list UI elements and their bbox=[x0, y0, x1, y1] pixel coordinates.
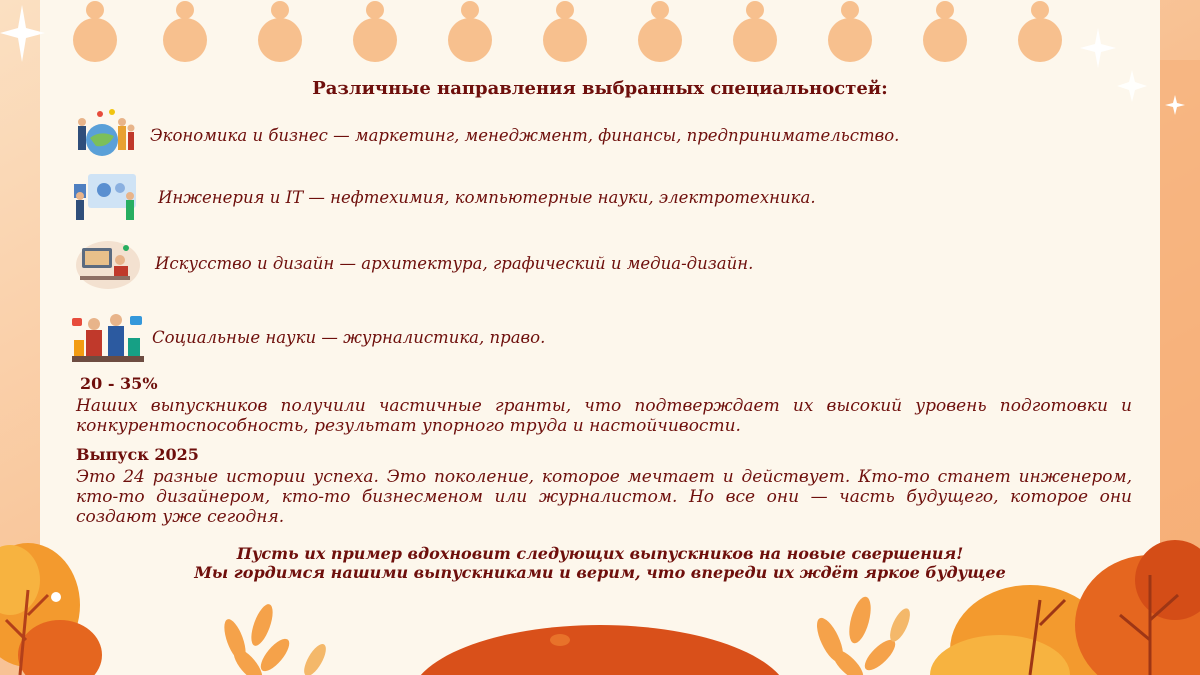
grants-percent: 20 - 35% bbox=[80, 374, 158, 393]
list-item bbox=[70, 170, 970, 230]
list-item bbox=[70, 236, 970, 296]
social-media-icon bbox=[70, 310, 146, 368]
list-item bbox=[70, 310, 970, 370]
direction-text: Искусство и дизайн — архитектура, графический и медиа-дизайн. bbox=[155, 254, 754, 273]
direction-text: Экономика и бизнес — маркетинг, менеджмент, финансы, предпринимательство. bbox=[150, 126, 900, 145]
art-design-icon bbox=[70, 236, 146, 294]
direction-text: Инженерия и IT — нефтехимия, компьютерные науки, электротехника. bbox=[158, 188, 816, 207]
graduation-text: Это 24 разные истории успеха. Это поколение, которое мечтает и действует. Кто-то станет инженером, кто-то дизайнером, кто-то бизнесменом или журналистом. Но все они — часть будущего, которое они создают уже сегодня. bbox=[76, 467, 1132, 527]
closing-message bbox=[0, 544, 1200, 582]
engineering-it-icon bbox=[70, 170, 146, 228]
graduation-title: Выпуск 2025 bbox=[76, 445, 199, 464]
grants-text: Наших выпускников получили частичные гранты, что подтверждает их высокий уровень подготовки и конкурентоспособность, результат упорного труда и настойчивости. bbox=[76, 396, 1132, 436]
closing-line-1: Пусть их пример вдохновит следующих выпускников на новые свершения! bbox=[236, 544, 964, 563]
closing-line-2: Мы гордимся нашими выпускниками и верим, что впереди их ждёт яркое будущее bbox=[194, 563, 1006, 582]
list-item bbox=[70, 108, 970, 168]
direction-text: Социальные науки — журналистика, право. bbox=[152, 328, 546, 347]
business-people-icon bbox=[70, 108, 146, 166]
page-title: Различные направления выбранных специальностей: bbox=[312, 78, 888, 99]
